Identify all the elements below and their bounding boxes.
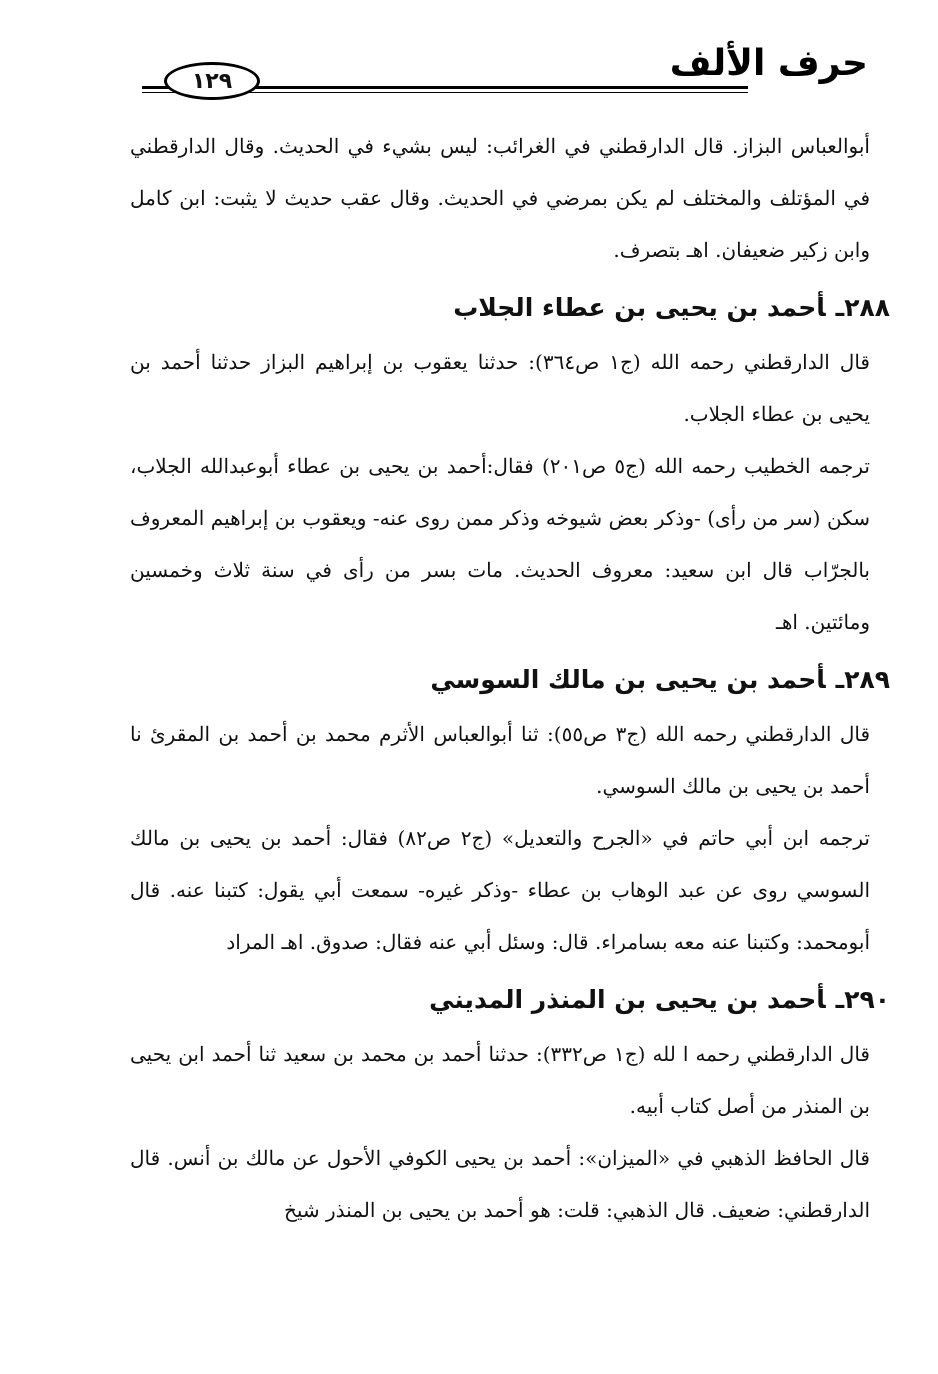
entry-number: ٢٩٠ـ [835,985,890,1014]
page-content [130,120,890,1236]
entry-heading [130,654,890,706]
page-header [128,40,868,100]
chapter-title: حرف الألف [669,43,868,84]
entry-number: ٢٨٨ـ [835,293,890,322]
entry-title: أحمد بن يحيى بن عطاء الجلاب [453,293,826,322]
entry-heading [130,974,890,1026]
entry-number: ٢٨٩ـ [835,665,890,694]
entry-heading [130,282,890,334]
entry-paragraph: قال الحافظ الذهبي في «الميزان»: أحمد بن يحيى الكوفي الأحول عن مالك بن أنس. قال الدارقطني: ضعيف. قال الذهبي: قلت: هو أحمد بن يحيى بن المنذر شيخ [130,1146,870,1222]
entry-288 [130,282,890,648]
entry-paragraph: قال الدارقطني رحمه الله (ج٣ ص٥٥): ثنا أبوالعباس الأثرم محمد بن أحمد بن المقرئ نا أحمد بن يحيى بن مالك السوسي. [130,722,871,798]
entry-290 [130,974,890,1236]
entry-paragraph: ترجمه الخطيب رحمه الله (ج٥ ص٢٠١) فقال:أحمد بن يحيى بن عطاء أبوعبدالله الجلاب، سكن (سر من رأى) -وذكر بعض شيوخه وذكر ممن روى عنه- ويعقوب بن إبراهيم المعروف بالجرّاب قال ابن سعيد: معروف الحديث. مات بسر من رأى في سنة ثلاث وخمسين ومائتين. اهـ [130,454,870,634]
entry-title: أحمد بن يحيى بن المنذر المديني [429,985,826,1014]
entry-paragraph: قال الدارقطني رحمه ا لله (ج١ ص٣٣٢): حدثنا أحمد بن محمد بن سعيد ثنا أحمد ابن يحيى بن المنذر من أصل كتاب أبيه. [130,1042,870,1118]
entry-paragraph: ترجمه ابن أبي حاتم في «الجرح والتعديل» (ج٢ ص٨٢) فقال: أحمد بن يحيى بن مالك السوسي روى عن عبد الوهاب بن عطاء -وذكر غيره- سمعت أبي يقول: كتبنا عنه. قال أبومحمد: وكتبنا عنه معه بسامراء. قال: وسئل أبي عنه فقال: صدوق. اهـ المراد [130,826,870,954]
entry-289 [130,654,890,968]
intro-paragraph: أبوالعباس البزاز. قال الدارقطني في الغرائب: ليس بشيء في الحديث. وقال الدارقطني في المؤتلف والمختلف لم يكن بمرضي في الحديث. وقال عقب حديث لا يثبت: ابن كامل وابن زكير ضعيفان. اهـ بتصرف. [130,134,870,262]
entry-title: أحمد بن يحيى بن مالك السوسي [430,665,826,694]
page-number: ١٢٩ [164,62,260,100]
entry-paragraph: قال الدارقطني رحمه الله (ج١ ص٣٦٤): حدثنا يعقوب بن إبراهيم البزاز حدثنا أحمد بن يحيى بن عطاء الجلاب. [130,350,870,426]
